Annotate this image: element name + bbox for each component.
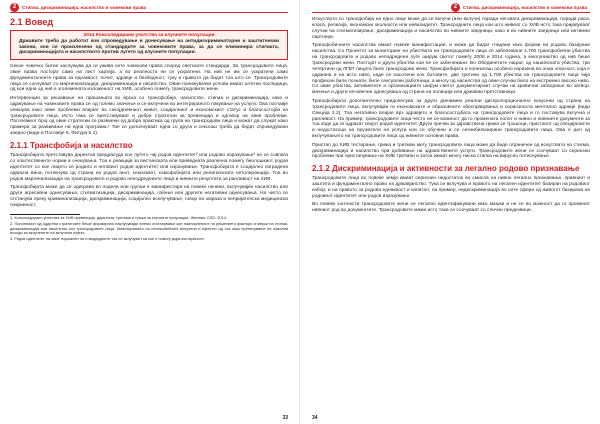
footnote: 1. Консолидирани упатства за ХИВ превенција, дијагноза, третман и грижа за клучните популации. Женева: СЗО; 2014. xyxy=(10,215,227,221)
footnote: 3. Родов идентитет на овие нормален на стандардните тоа се вклучува тоа кое е помеѓу дијагностираните. xyxy=(10,235,205,241)
footnote-rule xyxy=(10,214,80,215)
running-header xyxy=(10,2,149,12)
paragraph: Пристап до ХИВ тестирање, грижа и третман меѓу трансродовите лица може да биде ограничен од искуствата на стигма, дискриминација и насилство при добивање на здравствените услуги. Трансродовите жени се соочуваат со сериозни проблеми при пристапување на ХИВ третман и затоа имаат многу ниска стапка на вирусно потиснување. xyxy=(312,142,590,160)
right-page xyxy=(300,0,600,424)
header-rule xyxy=(10,12,288,13)
header-rule xyxy=(312,12,590,13)
page-number: 33 xyxy=(282,415,288,421)
chapter-number-badge: 2 xyxy=(10,3,19,12)
paragraph: Секое човечко битие заслужува да ги ужива сите човекови права според светските стандарди. За трансродовите лица, овие права постојат само на лист хартија, а во реалноста ни се ускратени. На нив не им се ускратени само фундаменталните права за еднаквост, почит, здравје и безбедност, туку и правото да бидат тоа што се. Трансродовите лица се соочуваат со маргинализација, дискриминација и насилство. Овие понижувачки услови имаат штетни последици, од кои една од нив е зголемената изложеност на ХИВ, особено помеѓу трансродовите жени. xyxy=(10,63,288,93)
callout-title: 2014 Консолидирани упатства за клучните популации xyxy=(83,33,215,38)
section-title: 2.1 Вовед xyxy=(10,17,54,27)
left-body xyxy=(10,17,288,242)
paragraph: Интервенции за решавање на прашањата во врска со трансфобија, насилство, стигма и дискриминација, како и одржување на човековите права се од големо значење и се вклучени во интегрираното пакување на услуги. Овa поглавје опишува како овие проблеми влијаат во секојдневниот живот, социјалниот и економскиот статус и благосостојба на трансродовите лица. Исто така се претставуваат и добри стратегии за превенција и одговор на овие проблеми. Поголемиот број од овие стратегии се развиени од добра практика од група на трансродови лица и можат да служат како примери за развивање на една програма.¹ Тие се дополнуваат една со друга и секогаш треба да бидат спроведувани заедно (види и Поглавје 5, Фигура 5.1). xyxy=(10,95,288,137)
running-head-text: Стигма, дискриминација, насилство и човекови права xyxy=(22,4,147,10)
page-number: 34 xyxy=(312,415,318,421)
running-head-text: Стигма, дискриминација, насилство и човекови права xyxy=(462,4,587,10)
chapter-number-badge: 2 xyxy=(451,3,460,12)
subsection-title: 2.1.1 Трансфобија и насилство xyxy=(10,141,133,151)
right-body xyxy=(312,17,590,217)
running-header xyxy=(451,2,590,12)
paragraph: Трансфобијата може да се одиграва во подели или групни е манифестира на повеќе начини, вклучувајќи насилство или други агресивни однесувања, стигматизација, дискриминација, гаѓење или другите негативни однесувања. На чисто се отстанува преку криминализација, дискриминација, социјално исклучување, говор на омраза и непријателска медицинска покриеност. xyxy=(10,185,288,208)
paragraph: Трансфобичните насилства имаат повеќе манифестации, и може да бидат гледани како форми на родово базирани насилства. Со Проектот за мониторинг на убиствата на трансродовите лица се забележале 1,700 трансфобични убиства на трансродовите и родово неподредени луѓе ширум светот помеѓу 2008 и 2014 година, а многуништво од нив беше трансродови жени. Постојат и други убиства кои не се забележани. Во Обединетите нации, од нашинската убиства, три четвртини од ЛГБТ лицата биле трансродови жени. Трансфобијата е понекогаш особено изразена во онаа опасност, која е одржана и на исто ниво, каде се насочени кон ботовите, две третини од 1,700 убиства на трансродовите лица чија професии биле познати, биле сексуални работници, а многу од насилства од овие случаи било на екстремно високо ниво. Со овие убиства, актививтите и организациите ширум светот документираат случаи на кривични затворање во затвор, мачење и други нечовечни однесувања од страна на полиција или државни претставници. xyxy=(312,43,590,96)
paragraph: Искуството со трансфобија на едно лице може да се вклучи (или вклучи) поради неговата дискриминација, поради раса, класа, религија, економски околности или инвалидитет. Трансродните лица кои што живеат со ХИВ исто така пријавуваат случаи на стигматизирање, дискриминација и насилство во нивните заедници, како и во нивните заедници или интимни партнери. xyxy=(312,17,590,40)
paragraph: Во повеќе контексти трансродовите жени се легално идентификувани како машки и не се во можност да го променат нивниот род во документите. Трансродовите мажи исто така се соочуваат со слични предизвици. xyxy=(312,202,590,214)
paragraph: Трансродовите лица во повеќе земји имаат сериозен недостаток во смисла на нивно легално признавање, правниот и заштита и фундаментално право на државјанство. Тука се вклучува и правото на легален идентитет базиран на родовиот избор, и на правото за родова еднаквост и капитал, на пример, недискриминација во сите сфери од животот базирана на родовиот идентитет или родов изразување. xyxy=(312,176,590,200)
paragraph: Трансфобијата претставува директна предрасуда кон луѓето чиј родов идентитет² или родово изразување³ не се совпаѓа со општествените норми и очекувања. Тоа е реакција за вистинската или приведната различна помеѓу биолошкиот родов идентитет со кое лицето се родило и неговиот родов идентитет или изразување. Трансфобијата е социјално изградена одвисна вина, потекнува од страна на родов анот, сексизмот, хомофобијата или религиозната нетолеранција. Тоа во родов маргинализација на трансродовите и родово неподредените лица и нивните резултати за ранливост на ХИВ. xyxy=(10,153,288,182)
paragraph: Трансфобијата дополнително придонесува за други динамики реални диспропорционално искусени од страна на трансродовите лица, вклучувајќи ги економските и образовните обесправувања и сериозноста ментално здравје (види Секција 2.2). Тоа негативно влијае врз здравјето и благосостојбата на трансродовите лица и го поставува вклучна и ранливост. На пример, трансродовите лица често не се можност да го промената полот и нивно и нивниете документи за тоа каде да ги одразат својот родов идентитет. Други пречки за здравствена грижа се трошоци, пристапот од специјалисти и недостатоци на пружатели на услуги кои се обучени и се сензибилизирани трансродовите лица. Ова е дел од вклучувањето на трансродовите лица од нивните основни права. xyxy=(312,98,590,140)
subsection-title: 2.1.2 Дискриминација и активности за легално родово признавање xyxy=(312,164,580,174)
callout-text: Државите треба да работат кон спроведување и донесување на антидискриминаторни и заштитнички закони, кои се произлезени од стандардите за човековите права, за да се елиминира стигмата, дискриминацијата и насилството против лугето од клучните популации. xyxy=(19,39,279,56)
footnote: 2. Поголемиот од одделни стратегиите беше формирано наклучувајќи влемо отстапување кон наинарлениот на решението фактори и мерки на стигма, дискриминација или насилство кон трансродовите лица. Монитирањето на непоколебните вклучени и ефектот од тоа како пренесување на поволни исходи за вклучените на вклучени ефект. xyxy=(10,221,288,236)
guidelines-callout xyxy=(10,30,288,60)
